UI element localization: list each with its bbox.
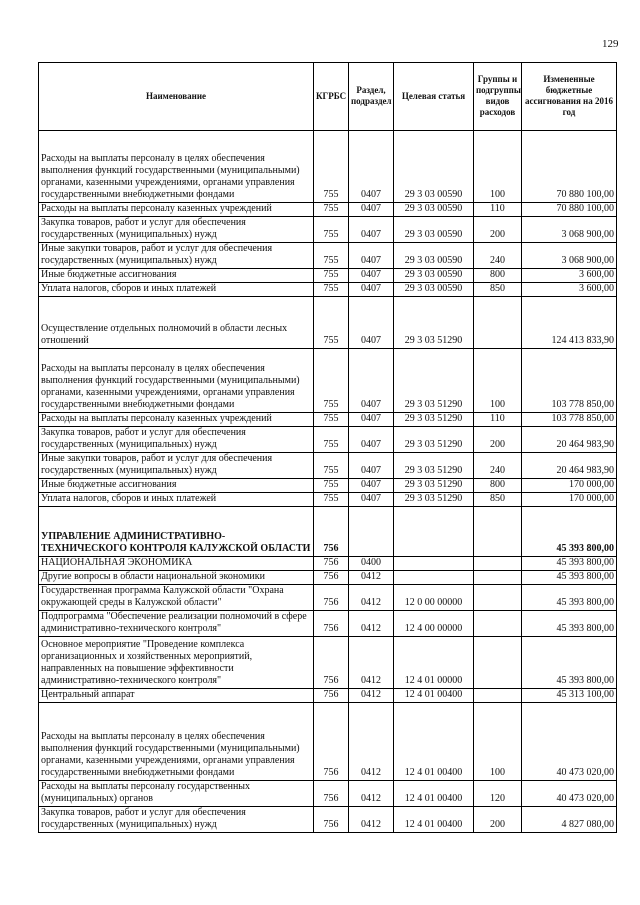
row-section: 0400 [349,557,394,571]
row-name: Закупка товаров, работ и услуг для обеспечения государственных (муниципальных) нужд [39,807,314,833]
row-target: 29 3 03 51290 [394,479,474,493]
row-name: Центральный аппарат [39,689,314,703]
table-row [39,131,617,203]
row-section: 0407 [349,453,394,479]
row-target: 29 3 03 51290 [394,297,474,349]
row-name: Подпрограмма "Обеспечение реализации полномочий в сфере административно-технического контроля" [39,611,314,637]
row-ktrbs: 755 [314,413,349,427]
row-group [474,637,522,689]
row-name: Иные закупки товаров, работ и услуг для обеспечения государственных (муниципальных) нужд [39,453,314,479]
header-ktrbs: КГРБС [314,63,349,131]
table-row [39,283,617,297]
budget-table [38,62,617,833]
row-group: 850 [474,283,522,297]
row-name: Закупка товаров, работ и услуг для обеспечения государственных (муниципальных) нужд [39,427,314,453]
table-header-row [39,63,617,131]
row-amount: 103 778 850,00 [522,413,617,427]
row-group: 110 [474,203,522,217]
row-section: 0407 [349,297,394,349]
row-section: 0407 [349,349,394,413]
table-body [39,131,617,833]
row-ktrbs: 756 [314,585,349,611]
row-target: 29 3 03 00590 [394,203,474,217]
row-name: Уплата налогов, сборов и иных платежей [39,283,314,297]
row-ktrbs: 755 [314,453,349,479]
row-target: 12 4 00 00000 [394,611,474,637]
row-target [394,507,474,557]
row-section: 0407 [349,479,394,493]
row-section: 0412 [349,611,394,637]
row-amount: 70 880 100,00 [522,203,617,217]
table-row [39,269,617,283]
header-amount: Измененные бюджетные ассигнования на 2016 год [522,63,617,131]
table-row [39,453,617,479]
row-target: 12 4 01 00000 [394,637,474,689]
row-name: Уплата налогов, сборов и иных платежей [39,493,314,507]
table-row [39,557,617,571]
header-name: Наименование [39,63,314,131]
row-amount: 40 473 020,00 [522,703,617,781]
table-row [39,585,617,611]
row-target [394,571,474,585]
row-group: 200 [474,807,522,833]
row-target: 29 3 03 00590 [394,131,474,203]
row-group [474,507,522,557]
row-amount: 124 413 833,90 [522,297,617,349]
row-amount: 3 068 900,00 [522,217,617,243]
row-amount: 103 778 850,00 [522,349,617,413]
row-target [394,557,474,571]
table-row [39,217,617,243]
row-amount: 45 393 800,00 [522,637,617,689]
row-amount: 45 393 800,00 [522,585,617,611]
table-row [39,807,617,833]
row-amount: 3 600,00 [522,269,617,283]
row-section: 0412 [349,781,394,807]
row-name: Осуществление отдельных полномочий в области лесных отношений [39,297,314,349]
row-ktrbs: 756 [314,571,349,585]
row-ktrbs: 755 [314,203,349,217]
row-target: 12 4 01 00400 [394,689,474,703]
table-row [39,781,617,807]
row-ktrbs: 755 [314,349,349,413]
table-row [39,637,617,689]
row-target: 29 3 03 00590 [394,269,474,283]
table-row [39,203,617,217]
row-group [474,689,522,703]
row-group: 240 [474,453,522,479]
table-row [39,689,617,703]
row-amount: 45 313 100,00 [522,689,617,703]
header-target: Целевая статья [394,63,474,131]
row-group: 240 [474,243,522,269]
row-ktrbs: 756 [314,807,349,833]
row-ktrbs: 756 [314,507,349,557]
row-name: Иные бюджетные ассигнования [39,479,314,493]
row-amount: 20 464 983,90 [522,453,617,479]
row-group: 100 [474,131,522,203]
row-target: 12 4 01 00400 [394,703,474,781]
row-target: 29 3 03 51290 [394,413,474,427]
row-amount: 70 880 100,00 [522,131,617,203]
row-group: 800 [474,269,522,283]
row-name: Расходы на выплаты персоналу в целях обеспечения выполнения функций государственными (муниципальными) органами, казенными учреждениями, органами управления государственными внебюджетными фондами [39,703,314,781]
row-name: Расходы на выплаты персоналу государственных (муниципальных) органов [39,781,314,807]
row-target: 29 3 03 51290 [394,493,474,507]
row-amount: 170 000,00 [522,493,617,507]
row-amount: 45 393 800,00 [522,557,617,571]
table-row [39,507,617,557]
row-ktrbs: 755 [314,427,349,453]
row-ktrbs: 755 [314,283,349,297]
row-amount: 170 000,00 [522,479,617,493]
header-groups: Группы и подгруппы видов расходов [474,63,522,131]
table-row [39,427,617,453]
row-section: 0412 [349,807,394,833]
row-ktrbs: 755 [314,131,349,203]
row-section [349,507,394,557]
table-row [39,297,617,349]
row-ktrbs: 755 [314,217,349,243]
row-section: 0407 [349,269,394,283]
row-group: 200 [474,427,522,453]
row-section: 0412 [349,571,394,585]
row-group [474,571,522,585]
table-row [39,413,617,427]
row-group: 100 [474,703,522,781]
row-name: Расходы на выплаты персоналу казенных учреждений [39,203,314,217]
row-amount: 3 600,00 [522,283,617,297]
row-name: Расходы на выплаты персоналу казенных учреждений [39,413,314,427]
row-group: 110 [474,413,522,427]
row-name: Расходы на выплаты персоналу в целях обеспечения выполнения функций государственными (муниципальными) органами, казенными учреждениями, органами управления государственными внебюджетными фондами [39,131,314,203]
row-group: 120 [474,781,522,807]
row-target: 29 3 03 00590 [394,243,474,269]
row-amount: 20 464 983,90 [522,427,617,453]
table-row [39,703,617,781]
row-section: 0412 [349,637,394,689]
table-row [39,611,617,637]
row-amount: 4 827 080,00 [522,807,617,833]
row-name: Расходы на выплаты персоналу в целях обеспечения выполнения функций государственными (муниципальными) органами, казенными учреждениями, органами управления государственными внебюджетными фондами [39,349,314,413]
row-ktrbs: 755 [314,493,349,507]
row-name: Закупка товаров, работ и услуг для обеспечения государственных (муниципальных) нужд [39,217,314,243]
row-amount: 45 393 800,00 [522,571,617,585]
row-section: 0412 [349,703,394,781]
row-ktrbs: 756 [314,637,349,689]
row-name: Иные закупки товаров, работ и услуг для обеспечения государственных (муниципальных) нужд [39,243,314,269]
page-number: 129 [602,38,619,50]
row-target: 29 3 03 00590 [394,283,474,297]
table-row [39,571,617,585]
row-ktrbs: 756 [314,703,349,781]
row-group: 100 [474,349,522,413]
row-name: Другие вопросы в области национальной экономики [39,571,314,585]
row-ktrbs: 756 [314,611,349,637]
row-group [474,297,522,349]
row-section: 0407 [349,243,394,269]
row-name: НАЦИОНАЛЬНАЯ ЭКОНОМИКА [39,557,314,571]
row-name: УПРАВЛЕНИЕ АДМИНИСТРАТИВНО-ТЕХНИЧЕСКОГО КОНТРОЛЯ КАЛУЖСКОЙ ОБЛАСТИ [39,507,314,557]
row-section: 0407 [349,427,394,453]
row-ktrbs: 755 [314,269,349,283]
row-target: 12 4 01 00400 [394,807,474,833]
row-ktrbs: 756 [314,557,349,571]
row-amount: 3 068 900,00 [522,243,617,269]
row-section: 0407 [349,131,394,203]
row-section: 0407 [349,283,394,297]
row-group: 800 [474,479,522,493]
row-target: 29 3 03 51290 [394,427,474,453]
table-row [39,493,617,507]
table-row [39,479,617,493]
row-group [474,557,522,571]
row-target: 12 4 01 00400 [394,781,474,807]
row-section: 0412 [349,585,394,611]
row-ktrbs: 755 [314,479,349,493]
row-group: 200 [474,217,522,243]
row-ktrbs: 756 [314,781,349,807]
row-section: 0412 [349,689,394,703]
row-name: Иные бюджетные ассигнования [39,269,314,283]
row-amount: 40 473 020,00 [522,781,617,807]
row-ktrbs: 755 [314,243,349,269]
row-ktrbs: 756 [314,689,349,703]
row-target: 29 3 03 51290 [394,453,474,479]
row-name: Государственная программа Калужской области "Охрана окружающей среды в Калужской области" [39,585,314,611]
row-section: 0407 [349,413,394,427]
table-row [39,349,617,413]
row-target: 12 0 00 00000 [394,585,474,611]
row-name: Основное мероприятие "Проведение комплекса организационных и хозяйственных мероприятий, направленных на повышение эффективности административно-технического контроля" [39,637,314,689]
row-amount: 45 393 800,00 [522,507,617,557]
table-row [39,243,617,269]
row-amount: 45 393 800,00 [522,611,617,637]
row-ktrbs: 755 [314,297,349,349]
row-target: 29 3 03 51290 [394,349,474,413]
row-group [474,585,522,611]
row-group [474,611,522,637]
row-target: 29 3 03 00590 [394,217,474,243]
row-section: 0407 [349,203,394,217]
header-section: Раздел, подраздел [349,63,394,131]
row-section: 0407 [349,493,394,507]
row-group: 850 [474,493,522,507]
row-section: 0407 [349,217,394,243]
